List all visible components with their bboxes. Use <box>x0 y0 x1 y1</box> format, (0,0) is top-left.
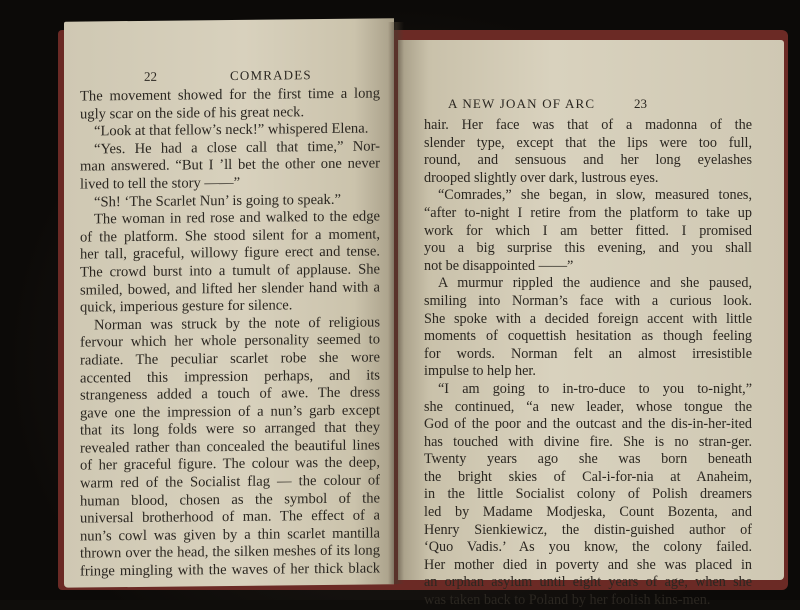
text-line: has touched with divine fire. She is no stran-ger. <box>424 433 752 450</box>
text-line: “Look at that fellow’s neck!” whispered Elena. <box>94 120 369 140</box>
right-page-text <box>424 117 752 610</box>
text-line: The crowd burst into a tumult of applause. She <box>80 261 380 281</box>
text-line: Henry Sienkiewicz, the distin-guished author of <box>424 521 752 538</box>
text-line: Her mother died in poverty and she was placed in <box>424 556 752 573</box>
text-line: She spoke with a decided foreign accent with little <box>424 310 752 327</box>
text-line: smiling into Norman’s face with a curious look. <box>424 292 752 309</box>
right-page <box>398 40 784 609</box>
text-line: ‘Quo Vadis.’ As you know, the colony failed. <box>424 539 752 556</box>
text-line: universal brotherhood of man. The effect of a <box>80 507 380 527</box>
text-line: thrown over the head, the silken meshes of its long <box>80 542 380 562</box>
text-line: A murmur rippled the audience and she paused, <box>438 275 752 292</box>
text-line: strangeness added a touch of awe. The dress <box>80 384 380 404</box>
text-line: “Comrades,” she began, in slow, measured tones, <box>438 187 752 204</box>
left-page-number: 22 <box>144 68 157 84</box>
text-line: ugly scar on the side of his great neck. <box>80 103 305 123</box>
right-page-number: 23 <box>634 96 647 111</box>
text-line: of her graceful figure. The colour was the deep, <box>80 454 380 475</box>
text-line: not be disappointed ——” <box>424 257 574 274</box>
text-line: round, and sensuous and her long eyelashes <box>424 152 752 169</box>
text-line: drooped slightly over dark, lustrous eyes. <box>424 169 659 186</box>
text-line: revealed rather than concealed the beautiful lines <box>80 437 380 457</box>
text-line: in the little Socialist colony of Polish dreamers <box>424 486 752 503</box>
text-line: The woman in red rose and walked to the edge <box>94 208 380 228</box>
text-line: fringe mingling with the waves of her thick black <box>80 560 380 580</box>
text-line: lived to tell the story ——” <box>80 174 241 193</box>
text-line: an orphan asylum until eight years of age, when she <box>424 574 752 591</box>
text-line: warm red of the Socialist flag — the colour of <box>80 472 380 492</box>
text-line: human blood, chosen as the symbol of the <box>80 490 380 510</box>
text-line: fervour which her whole personality seemed to <box>80 331 380 351</box>
text-line: nun’s cowl was given by a thin scarlet mantilla <box>80 525 380 545</box>
text-line: “Sh! ‘The Scarlet Nun’ is going to speak.” <box>94 191 341 210</box>
text-line: the bright skies of Cal-i-for-nia at Anaheim, <box>424 468 752 485</box>
text-line: “I am going to in-tro-duce to you to-night,” <box>438 380 752 397</box>
book-gutter-shadow <box>388 22 404 584</box>
text-line: led by Madame Modjeska, Count Bozenta, and <box>424 504 752 521</box>
text-line: man answered. “But I ’ll bet the other one never <box>80 155 380 175</box>
right-running-head: A NEW JOAN OF ARC <box>448 96 596 111</box>
text-line: radiate. The peculiar scarlet robe she wore <box>80 349 380 369</box>
text-line: “Yes. He had a close call that time,” Nor- <box>94 138 380 158</box>
left-page-text <box>80 85 380 581</box>
left-page <box>64 18 394 587</box>
text-line: Norman was struck by the note of religious <box>94 314 380 334</box>
text-line: accented this impression perhaps, and its <box>80 366 380 387</box>
text-line: that its long folds were so arranged that they <box>80 419 380 439</box>
text-line: quick, imperious gesture for silence. <box>80 297 293 316</box>
text-line: her tall, graceful, willowy figure erect and tense. <box>80 243 380 263</box>
text-line: God of the poor and the outcast and the dis-in-her-ited <box>424 416 752 433</box>
text-line: “after to-night I retire from the platform to take up <box>424 204 752 221</box>
text-line: hair. Her face was that of a madonna of the <box>424 117 752 133</box>
text-line: of the platform. She stood silent for a moment, <box>80 226 380 246</box>
text-line: gave one the impression of a nun’s garb except <box>80 402 380 422</box>
text-line: smiled, bowed, and lifted her slender hand with a <box>80 278 380 299</box>
text-line: you a big surprise this evening, and you shall <box>424 240 752 257</box>
text-line: Twenty years ago she was born beneath <box>424 451 752 468</box>
left-running-head: COMRADES <box>230 67 312 83</box>
text-line: she continued, “a new leader, whose tongue the <box>424 398 752 415</box>
text-line: impulse to help her. <box>424 363 536 380</box>
text-line: moments of coquettish hesitation as though feeling <box>424 328 752 345</box>
text-line: slender type, except that the lips were too full, <box>424 134 752 151</box>
text-line: was taken back to Poland by her foolish kins-men. <box>424 592 711 609</box>
text-line: work for which I am better fitted. I promised <box>424 222 752 239</box>
text-line: for words. Norman felt an almost irresistible <box>424 345 752 362</box>
text-line: The movement showed for the first time a long <box>80 85 380 105</box>
